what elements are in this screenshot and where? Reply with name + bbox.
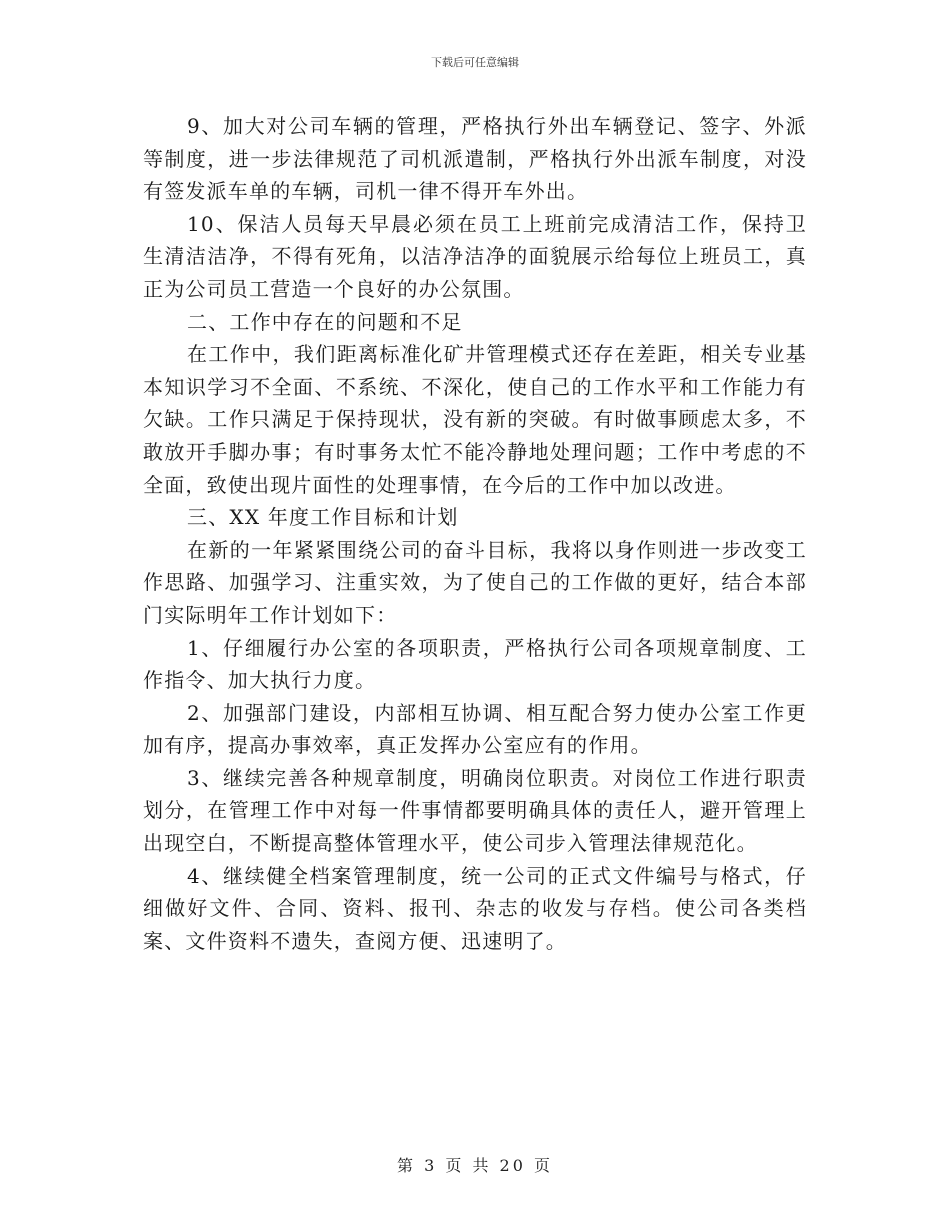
paragraph-plan-1: 1、仔细履行办公室的各项职责，严格执行公司各项规章制度、工作指令、加大执行力度。	[143, 635, 807, 693]
document-body	[143, 110, 807, 957]
paragraph-goals-intro: 在新的一年紧紧围绕公司的奋斗目标，我将以身作则进一步改变工作思路、加强学习、注重实效，为了使自己的工作做的更好，结合本部门实际明年工作计划如下：	[143, 537, 807, 627]
paragraph-plan-2: 2、加强部门建设，内部相互协调、相互配合努力使办公室工作更加有序，提高办事效率，真正发挥办公室应有的作用。	[143, 700, 807, 758]
paragraph-item-10-cleaning: 10、保洁人员每天早晨必须在员工上班前完成清洁工作，保持卫生清洁洁净，不得有死角，以洁净洁净的面貌展示给每位上班员工，真正为公司员工营造一个良好的办公氛围。	[143, 211, 807, 301]
section-heading-problems: 二、工作中存在的问题和不足	[187, 309, 463, 334]
page-number-footer: 第 3 页 共 20 页	[397, 1156, 553, 1175]
page-header: 下载后可任意编辑	[431, 56, 519, 69]
paragraph-plan-3: 3、继续完善各种规章制度，明确岗位职责。对岗位工作进行职责划分，在管理工作中对每一件事情都要明确具体的责任人，避开管理上出现空白，不断提高整体管理水平，使公司步入管理法律规范化。	[143, 765, 807, 856]
section-heading-goals: 三、XX 年度工作目标和计划	[187, 505, 459, 530]
paragraph-problems: 在工作中，我们距离标准化矿井管理模式还存在差距，相关专业基本知识学习不全面、不系统、不深化，使自己的工作水平和工作能力有欠缺。工作只满足于保持现状，没有新的突破。有时做事顾虑太多，不敢放开手脚办事；有时事务太忙不能冷静地处理问题；工作中考虑的不全面，致使出现片面性的处理事情，在今后的工作中加以改进。	[143, 342, 807, 497]
paragraph-plan-4: 4、继续健全档案管理制度，统一公司的正式文件编号与格式，仔细做好文件、合同、资料、报刊、杂志的收发与存档。使公司各类档案、文件资料不遗失，查阅方便、迅速明了。	[143, 863, 807, 953]
paragraph-item-9-vehicles: 9、加大对公司车辆的管理，严格执行外出车辆登记、签字、外派等制度，进一步法律规范了司机派遣制，严格执行外出派车制度，对没有签发派车单的车辆，司机一律不得开车外出。	[143, 114, 807, 204]
